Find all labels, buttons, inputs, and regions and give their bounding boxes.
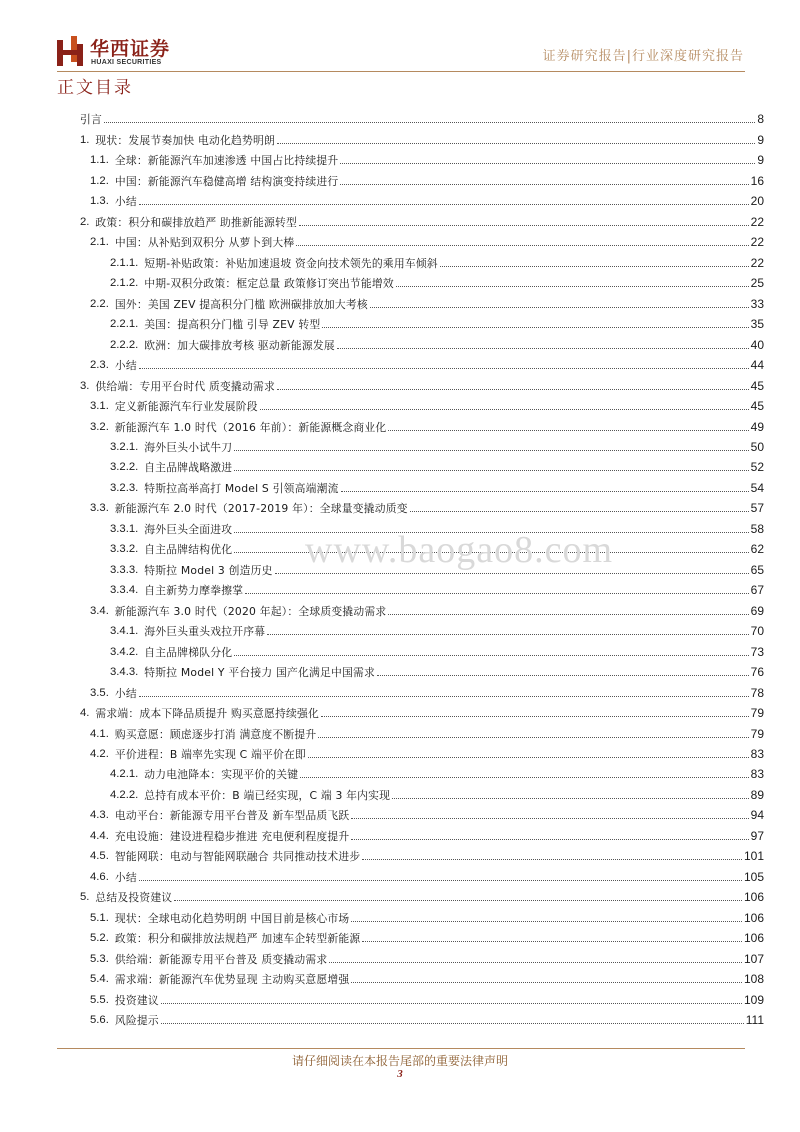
- toc-entry[interactable]: [80, 208, 764, 228]
- toc-dot-leader: [341, 491, 749, 492]
- toc-dot-leader: [410, 511, 749, 512]
- toc-dot-leader: [329, 962, 742, 963]
- toc-dot-leader: [321, 716, 749, 717]
- toc-entry-page: 8: [757, 112, 764, 127]
- toc-entry-title: 全球：新能源汽车加速渗透 中国占比持续提升: [114, 154, 339, 168]
- toc-entry-page: 45: [750, 378, 764, 393]
- toc-dot-leader: [370, 307, 749, 308]
- toc-entry-number: 2.2.1.: [110, 318, 139, 331]
- toc-entry[interactable]: [80, 413, 764, 433]
- toc-dot-leader: [139, 880, 742, 881]
- toc-entry-page: 20: [750, 194, 764, 209]
- toc-entry-number: 4.4.: [90, 829, 109, 842]
- toc-entry[interactable]: [80, 434, 764, 454]
- toc-entry-number: 3.5.: [90, 686, 109, 699]
- toc-entry-title: 美国：提高积分门槛 引导 ZEV 转型: [144, 318, 321, 332]
- toc-entry-number: 5.1.: [90, 911, 109, 924]
- toc-entry-page: 65: [750, 562, 764, 577]
- toc-entry-number: 3.3.: [90, 502, 109, 515]
- toc-entry-number: 3.1.: [90, 400, 109, 413]
- toc-entry-number: 4.: [80, 707, 90, 720]
- toc-dot-leader: [362, 859, 742, 860]
- toc-entry-number: 2.: [80, 215, 90, 228]
- toc-entry-title: 欧洲：加大碳排放考核 驱动新能源发展: [144, 338, 335, 352]
- toc-dot-leader: [340, 163, 755, 164]
- toc-entry-page: 106: [743, 890, 764, 905]
- toc-entry-page: 89: [750, 787, 764, 802]
- toc-entry-page: 79: [750, 706, 764, 721]
- toc-entry-number: 1.2.: [90, 174, 109, 187]
- toc-entry-title: 自主品牌战略激进: [144, 461, 233, 475]
- huaxi-logo-icon: [57, 36, 83, 66]
- toc-entry-page: 40: [750, 337, 764, 352]
- page-number: 3: [397, 1068, 403, 1080]
- page-title: 正文目录: [57, 78, 133, 98]
- toc-entry-page: 106: [743, 931, 764, 946]
- toc-entry-number: 5.6.: [90, 1014, 109, 1027]
- toc-entry-page: 9: [757, 153, 764, 168]
- toc-entry[interactable]: [80, 761, 764, 781]
- toc-entry-title: 国外：美国 ZEV 提高积分门槛 欧洲碳排放加大考核: [114, 297, 368, 311]
- toc-entry-title: 供给端：专用平台时代 质变撬动需求: [95, 379, 276, 393]
- toc-dot-leader: [351, 982, 742, 983]
- toc-entry-page: 106: [743, 910, 764, 925]
- toc-dot-leader: [388, 430, 748, 431]
- toc-entry-number: 2.2.: [90, 297, 109, 310]
- toc-dot-leader: [277, 143, 755, 144]
- toc-entry-number: 5.3.: [90, 952, 109, 965]
- toc-entry-page: 22: [750, 214, 764, 229]
- toc-entry-number: 5.5.: [90, 993, 109, 1006]
- toc-entry[interactable]: [80, 167, 764, 187]
- toc-entry-number: 2.1.: [90, 236, 109, 249]
- toc-entry[interactable]: [80, 618, 764, 638]
- toc-dot-leader: [392, 798, 748, 799]
- toc-entry-page: 57: [750, 501, 764, 516]
- legal-notice: 请仔细阅读在本报告尾部的重要法律声明: [291, 1054, 508, 1068]
- toc-dot-leader: [351, 839, 748, 840]
- report-type-label: 证券研究报告|行业深度研究报告: [542, 49, 744, 64]
- toc-dot-leader: [161, 1023, 744, 1024]
- toc-entry-number: 3.4.3.: [110, 666, 139, 679]
- toc-entry-page: 97: [750, 828, 764, 843]
- toc-entry-number: 4.2.2.: [110, 788, 139, 801]
- toc-entry[interactable]: [80, 147, 764, 167]
- toc-entry-number: 5.: [80, 891, 90, 904]
- toc-entry[interactable]: [80, 249, 764, 269]
- toc-entry-page: 94: [750, 808, 764, 823]
- toc-entry-number: 3.3.1.: [110, 522, 139, 535]
- toc-entry-page: 35: [750, 317, 764, 332]
- toc-entry[interactable]: [80, 741, 764, 761]
- toc-entry-title: 中国：新能源汽车稳健高增 结构演变持续进行: [114, 174, 339, 188]
- toc-entry-page: 16: [750, 173, 764, 188]
- toc-entry[interactable]: [80, 925, 764, 945]
- toc-entry-number: 4.5.: [90, 850, 109, 863]
- toc-entry[interactable]: [80, 126, 764, 146]
- toc-entry-title: 引言: [80, 113, 102, 127]
- toc-entry[interactable]: [80, 966, 764, 986]
- toc-entry-title: 自主品牌结构优化: [144, 543, 233, 557]
- footer-divider: [57, 1048, 745, 1049]
- toc-entry-page: 105: [743, 869, 764, 884]
- toc-entry-number: 3.4.2.: [110, 645, 139, 658]
- toc-entry[interactable]: [80, 454, 764, 474]
- toc-entry[interactable]: [80, 659, 764, 679]
- toc-dot-leader: [296, 245, 748, 246]
- toc-entry-title: 新能源汽车 1.0 时代（2016 年前）：新能源概念商业化: [114, 420, 387, 434]
- toc-dot-leader: [308, 757, 749, 758]
- toc-dot-leader: [267, 634, 748, 635]
- toc-dot-leader: [104, 122, 755, 123]
- toc-entry-number: 4.2.1.: [110, 768, 139, 781]
- toc-entry[interactable]: [80, 577, 764, 597]
- toc-entry-number: 3.3.2.: [110, 543, 139, 556]
- toc-entry-page: 73: [750, 644, 764, 659]
- page-header: [0, 0, 800, 98]
- toc-entry[interactable]: [80, 270, 764, 290]
- toc-entry[interactable]: [80, 638, 764, 658]
- toc-dot-leader: [139, 696, 749, 697]
- toc-entry[interactable]: [80, 188, 764, 208]
- toc-entry[interactable]: [80, 945, 764, 965]
- toc-dot-leader: [300, 777, 748, 778]
- toc-entry-title: 政策：积分和碳排放法规趋严 加速车企转型新能源: [114, 932, 361, 946]
- toc-entry-number: 3.2.3.: [110, 481, 139, 494]
- toc-entry-title: 动力电池降本：实现平价的关键: [144, 768, 299, 782]
- toc-entry[interactable]: [80, 986, 764, 1006]
- toc-entry-page: 25: [750, 276, 764, 291]
- toc-entry[interactable]: [80, 700, 764, 720]
- toc-entry-title: 智能网联：电动与智能网联融合 共同推动技术进步: [114, 850, 361, 864]
- toc-entry-title: 投资建议: [114, 993, 159, 1007]
- toc-dot-leader: [275, 573, 749, 574]
- toc-entry-number: 3.3.3.: [110, 563, 139, 576]
- toc-dot-leader: [337, 348, 749, 349]
- toc-entry[interactable]: [80, 106, 764, 126]
- toc-entry-title: 新能源汽车 2.0 时代（2017-2019 年）：全球量变撬动质变: [114, 502, 408, 516]
- toc-entry-number: 3.3.4.: [110, 584, 139, 597]
- toc-entry[interactable]: [80, 474, 764, 494]
- toc-entry-title: 需求端：成本下降品质提升 购买意愿持续强化: [95, 707, 319, 721]
- toc-entry[interactable]: [80, 495, 764, 515]
- toc-entry-number: 3.4.: [90, 604, 109, 617]
- toc-dot-leader: [245, 593, 748, 594]
- toc-entry[interactable]: [80, 311, 764, 331]
- toc-entry-number: 2.2.2.: [110, 338, 139, 351]
- toc-entry-title: 短期-补贴政策：补贴加速退坡 资金向技术领先的乘用车倾斜: [144, 256, 438, 270]
- toc-entry-page: 83: [750, 767, 764, 782]
- toc-entry-title: 平价进程：B 端率先实现 C 端平价在即: [114, 748, 307, 761]
- toc-entry-page: 111: [745, 1013, 764, 1028]
- toc-entry-title: 小结: [114, 686, 137, 700]
- toc-entry-page: 45: [750, 399, 764, 414]
- brand-name-cn: 华西证券: [90, 38, 171, 60]
- toc-dot-leader: [322, 327, 748, 328]
- toc-entry-page: 58: [750, 521, 764, 536]
- toc-entry-number: 3.2.1.: [110, 440, 139, 453]
- toc-entry-number: 1.: [80, 133, 90, 146]
- toc-entry-title: 小结: [114, 359, 137, 373]
- toc-entry-title: 总持有成本平价：B 端已经实现，C 端 3 年内实现: [144, 788, 391, 802]
- toc-entry-title: 中国：从补贴到双积分 从萝卜到大棒: [114, 236, 295, 250]
- toc-entry-page: 101: [743, 849, 764, 864]
- toc-entry-number: 3.4.1.: [110, 625, 139, 638]
- toc-entry-title: 政策：积分和碳排放趋严 助推新能源转型: [95, 215, 297, 229]
- toc-dot-leader: [351, 921, 742, 922]
- toc-entry[interactable]: [80, 597, 764, 617]
- toc-dot-leader: [318, 737, 748, 738]
- toc-dot-leader: [396, 286, 749, 287]
- toc-entry-title: 海外巨头重头戏拉开序幕: [144, 625, 266, 639]
- toc-entry-title: 电动平台：新能源专用平台普及 新车型品质飞跃: [114, 809, 350, 823]
- toc-entry[interactable]: [80, 843, 764, 863]
- toc-dot-leader: [299, 225, 749, 226]
- toc-entry-page: 22: [750, 235, 764, 250]
- header-divider: [57, 71, 745, 72]
- toc-entry-page: 49: [750, 419, 764, 434]
- toc-entry-page: 54: [750, 480, 764, 495]
- toc-entry-title: 定义新能源汽车行业发展阶段: [114, 400, 258, 414]
- toc-entry[interactable]: [80, 904, 764, 924]
- toc-entry[interactable]: [80, 331, 764, 351]
- toc-entry-page: 33: [750, 296, 764, 311]
- toc-entry-page: 44: [750, 358, 764, 373]
- toc-entry[interactable]: [80, 822, 764, 842]
- toc-entry-title: 海外巨头全面进攻: [144, 522, 233, 536]
- toc-entry-title: 特斯拉 Model 3 创造历史: [144, 563, 273, 577]
- toc-entry-number: 3.2.2.: [110, 461, 139, 474]
- toc-dot-leader: [377, 675, 749, 676]
- toc-dot-leader: [234, 450, 748, 451]
- toc-entry-number: 4.3.: [90, 809, 109, 822]
- toc-dot-leader: [234, 470, 748, 471]
- toc-entry-page: 108: [743, 972, 764, 987]
- toc-dot-leader: [440, 266, 749, 267]
- toc-entry-number: 2.3.: [90, 359, 109, 372]
- toc-entry[interactable]: [80, 393, 764, 413]
- toc-entry-title: 风险提示: [114, 1014, 159, 1028]
- toc-entry-title: 充电设施：建设进程稳步推进 充电便利程度提升: [114, 829, 350, 843]
- toc-entry-title: 特斯拉高举高打 Model S 引领高端潮流: [144, 481, 339, 495]
- toc-entry-number: 5.2.: [90, 932, 109, 945]
- toc-entry[interactable]: [80, 1007, 764, 1027]
- toc-entry-title: 供给端：新能源专用平台普及 质变撬动需求: [114, 952, 328, 966]
- toc-dot-leader: [388, 614, 748, 615]
- toc-entry-page: 78: [750, 685, 764, 700]
- toc-entry-title: 中期-双积分政策：框定总量 政策修订突出节能增效: [144, 277, 394, 291]
- toc-entry[interactable]: [80, 802, 764, 822]
- toc-entry[interactable]: [80, 229, 764, 249]
- toc-entry[interactable]: [80, 884, 764, 904]
- toc-dot-leader: [362, 941, 742, 942]
- toc-entry-page: 67: [750, 583, 764, 598]
- toc-entry-page: 52: [750, 460, 764, 475]
- toc-dot-leader: [161, 1003, 742, 1004]
- toc-entry-number: 4.2.: [90, 748, 109, 760]
- toc-entry-title: 自主新势力摩拳擦掌: [144, 584, 244, 598]
- toc-entry-number: 2.1.1.: [110, 256, 139, 269]
- toc-entry-page: 83: [750, 747, 764, 761]
- toc-entry-number: 3.: [80, 379, 90, 392]
- toc-entry-title: 小结: [114, 195, 137, 209]
- toc-entry-number: 1.1.: [90, 154, 109, 167]
- toc-dot-leader: [174, 900, 742, 901]
- toc-entry[interactable]: [80, 781, 764, 801]
- toc-dot-leader: [139, 204, 749, 205]
- toc-entry-title: 自主品牌梯队分化: [144, 645, 233, 659]
- toc-dot-leader: [340, 184, 748, 185]
- watermark: www.baogao8.com: [305, 529, 614, 571]
- toc-entry-title: 现状：发展节奏加快 电动化趋势明朗: [95, 133, 276, 147]
- toc-dot-leader: [260, 409, 749, 410]
- toc-entry-page: 50: [750, 439, 764, 454]
- toc-entry-title: 小结: [114, 870, 137, 884]
- toc-entry-page: 9: [757, 132, 764, 147]
- toc-dot-leader: [277, 389, 749, 390]
- toc-entry[interactable]: [80, 720, 764, 740]
- toc-entry-title: 需求端：新能源汽车优势显现 主动购买意愿增强: [114, 973, 350, 987]
- toc-entry-title: 特斯拉 Model Y 平台接力 国产化满足中国需求: [144, 666, 375, 680]
- toc-entry[interactable]: [80, 372, 764, 392]
- toc-entry[interactable]: [80, 679, 764, 699]
- brand-name-en: HUAXI SECURITIES: [91, 59, 162, 66]
- toc-entry-title: 总结及投资建议: [95, 891, 173, 905]
- toc-entry[interactable]: [80, 863, 764, 883]
- toc-dot-leader: [234, 655, 748, 656]
- toc-entry-page: 22: [750, 255, 764, 270]
- toc-entry-page: 109: [743, 992, 764, 1007]
- toc-entry-page: 76: [750, 665, 764, 680]
- toc-entry-number: 4.6.: [90, 870, 109, 883]
- toc-entry-title: 购买意愿：顾虑逐步打消 满意度不断提升: [114, 727, 317, 741]
- toc-entry-number: 3.2.: [90, 420, 109, 433]
- toc-entry-title: 海外巨头小试牛刀: [144, 440, 233, 454]
- toc-entry-number: 5.4.: [90, 973, 109, 986]
- toc-entry-page: 107: [743, 951, 764, 966]
- toc-entry-page: 62: [750, 542, 764, 557]
- toc-entry-page: 69: [750, 603, 764, 618]
- toc-entry-page: 70: [750, 624, 764, 639]
- toc-entry-page: 79: [750, 726, 764, 741]
- toc-entry-number: 1.3.: [90, 195, 109, 208]
- toc-entry-number: 4.1.: [90, 727, 109, 740]
- toc-entry-number: 2.1.2.: [110, 277, 139, 290]
- toc-entry[interactable]: [80, 352, 764, 372]
- toc-dot-leader: [139, 368, 749, 369]
- toc-entry[interactable]: [80, 290, 764, 310]
- toc-entry-title: 现状：全球电动化趋势明朗 中国目前是核心市场: [114, 911, 350, 925]
- toc-entry-title: 新能源汽车 3.0 时代（2020 年起）：全球质变撬动需求: [114, 604, 387, 618]
- toc-dot-leader: [351, 818, 748, 819]
